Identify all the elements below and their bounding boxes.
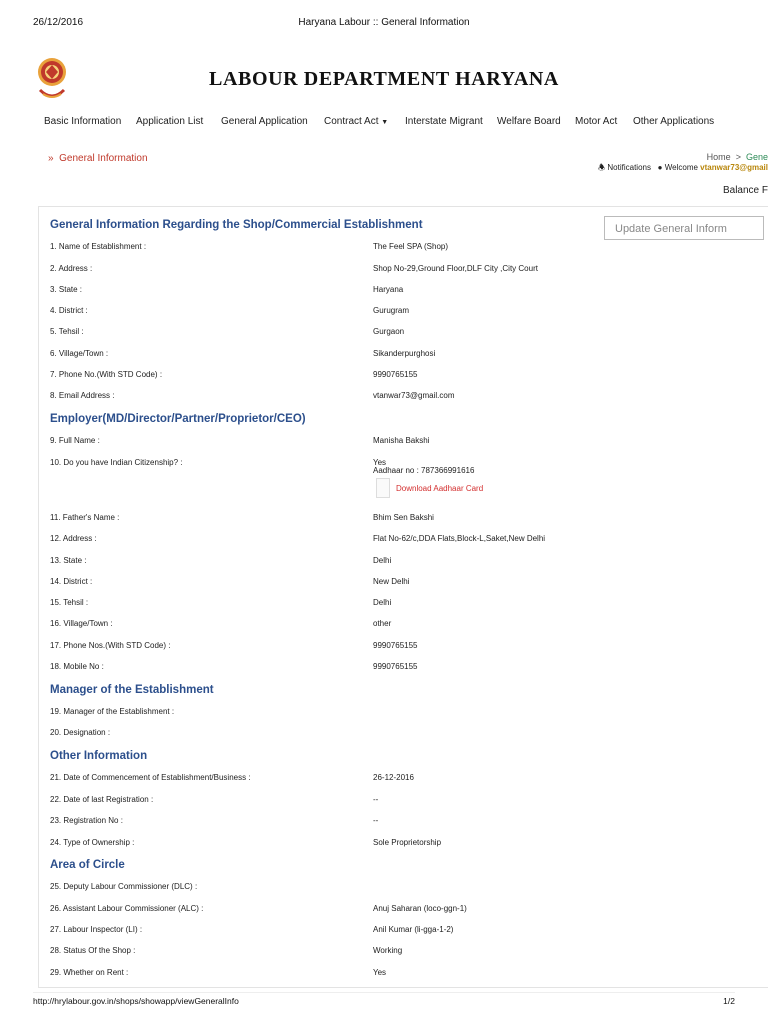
info-row: 3. State : Haryana bbox=[50, 285, 404, 294]
user-bar bbox=[598, 162, 768, 176]
info-row: 18. Mobile No : 9990765155 bbox=[50, 662, 418, 671]
info-row: 4. District : Gurugram bbox=[50, 306, 410, 315]
page-number: 1/2 bbox=[723, 996, 735, 1006]
info-row: 11. Father's Name : Bhim Sen Bakshi bbox=[50, 513, 434, 522]
info-row: 9. Full Name : Manisha Bakshi bbox=[50, 436, 430, 445]
info-row: 10. Do you have Indian Citizenship? : Yes bbox=[50, 458, 387, 467]
general-info-panel bbox=[38, 206, 768, 988]
aadhaar-number: Aadhaar no : 787366991616 bbox=[373, 466, 475, 475]
print-title: Haryana Labour :: General Information bbox=[298, 17, 470, 28]
download-aadhaar-link[interactable]: Download Aadhaar Card bbox=[396, 484, 484, 493]
info-row: 15. Tehsil : Delhi bbox=[50, 598, 392, 607]
info-row: 1. Name of Establishment : The Feel SPA (Shop) bbox=[50, 242, 448, 251]
breadcrumb-current: » General Information bbox=[48, 153, 148, 161]
info-row: 28. Status Of the Shop : Working bbox=[50, 946, 403, 955]
caret-down-icon: ▼ bbox=[381, 119, 389, 126]
footer-divider bbox=[33, 992, 735, 993]
user-email[interactable]: vtanwar73@gmail bbox=[700, 163, 768, 172]
info-row: 5. Tehsil : Gurgaon bbox=[50, 327, 405, 336]
section-title-shop: General Information Regarding the Shop/Commercial Establishment bbox=[50, 219, 423, 231]
site-title: LABOUR DEPARTMENT HARYANA bbox=[209, 68, 559, 90]
breadcrumb-tail: Gene bbox=[745, 152, 768, 162]
info-row: 12. Address : Flat No-62/c,DDA Flats,Block-L,Saket,New Delhi bbox=[50, 534, 546, 543]
section-title-manager: Manager of the Establishment bbox=[50, 684, 214, 696]
nav-motor-act[interactable]: Motor Act bbox=[575, 116, 618, 127]
info-row: 27. Labour Inspector (LI) : Anil Kumar (li-gga-1-2) bbox=[50, 925, 454, 934]
info-row: 21. Date of Commencement of Establishment/Business : 26-12-2016 bbox=[50, 773, 414, 782]
nav-other-applications[interactable]: Other Applications bbox=[633, 116, 715, 127]
notifications-link[interactable]: Notifications bbox=[607, 163, 651, 172]
nav-interstate-migrant[interactable]: Interstate Migrant bbox=[405, 116, 483, 127]
main-nav bbox=[36, 116, 768, 132]
info-row: 16. Village/Town : other bbox=[50, 619, 392, 628]
print-header bbox=[33, 17, 735, 31]
info-row: 2. Address : Shop No-29,Ground Floor,DLF City ,City Court bbox=[50, 264, 538, 273]
info-row: 22. Date of last Registration : -- bbox=[50, 795, 379, 804]
nav-contract-act-label: Contract Act bbox=[324, 116, 379, 127]
print-date: 26/12/2016 bbox=[33, 17, 84, 28]
user-icon: ● bbox=[657, 163, 663, 172]
print-footer bbox=[33, 996, 735, 1006]
section-title-employer: Employer(MD/Director/Partner/Proprietor/CEO) bbox=[50, 413, 306, 425]
document-icon bbox=[376, 478, 390, 498]
welcome-label: Welcome bbox=[664, 163, 698, 172]
info-row: 6. Village/Town : Sikanderpurghosi bbox=[50, 349, 436, 358]
update-general-information-button[interactable]: Update General Inform bbox=[604, 216, 764, 240]
nav-welfare-board[interactable]: Welfare Board bbox=[497, 116, 561, 127]
info-row: 29. Whether on Rent : Yes bbox=[50, 968, 387, 977]
info-row: 13. State : Delhi bbox=[50, 556, 392, 565]
bell-icon: 🕭 bbox=[598, 163, 606, 172]
info-row: 20. Designation : bbox=[50, 728, 111, 737]
info-row: 25. Deputy Labour Commissioner (DLC) : bbox=[50, 882, 198, 891]
info-row: 23. Registration No : -- bbox=[50, 816, 379, 825]
breadcrumb-row bbox=[36, 150, 768, 196]
page-url: http://hrylabour.gov.in/shops/showapp/viewGeneralInfo bbox=[33, 996, 239, 1006]
info-row: 8. Email Address : vtanwar73@gmail.com bbox=[50, 391, 455, 400]
nav-general-application[interactable]: General Application bbox=[221, 116, 308, 127]
info-row: 19. Manager of the Establishment : bbox=[50, 707, 175, 716]
info-row: 24. Type of Ownership : Sole Proprietorship bbox=[50, 838, 442, 847]
section-title-other: Other Information bbox=[50, 750, 148, 762]
double-chevron-icon: » bbox=[48, 153, 54, 161]
nav-basic-information[interactable]: Basic Information bbox=[44, 116, 122, 127]
nav-application-list[interactable]: Application List bbox=[136, 116, 204, 127]
balance-label: Balance F bbox=[722, 185, 768, 196]
breadcrumb bbox=[707, 152, 768, 162]
info-row: 7. Phone No.(With STD Code) : 9990765155 bbox=[50, 370, 418, 379]
nav-contract-act[interactable] bbox=[324, 116, 388, 127]
breadcrumb-home[interactable]: Home bbox=[706, 152, 731, 162]
info-row: 14. District : New Delhi bbox=[50, 577, 410, 586]
info-row: 17. Phone Nos.(With STD Code) : 9990765155 bbox=[50, 641, 418, 650]
breadcrumb-separator: > bbox=[735, 152, 741, 162]
section-title-circle: Area of Circle bbox=[50, 859, 125, 871]
info-row: 26. Assistant Labour Commissioner (ALC) : Anuj Saharan (loco-ggn-1) bbox=[50, 904, 467, 913]
